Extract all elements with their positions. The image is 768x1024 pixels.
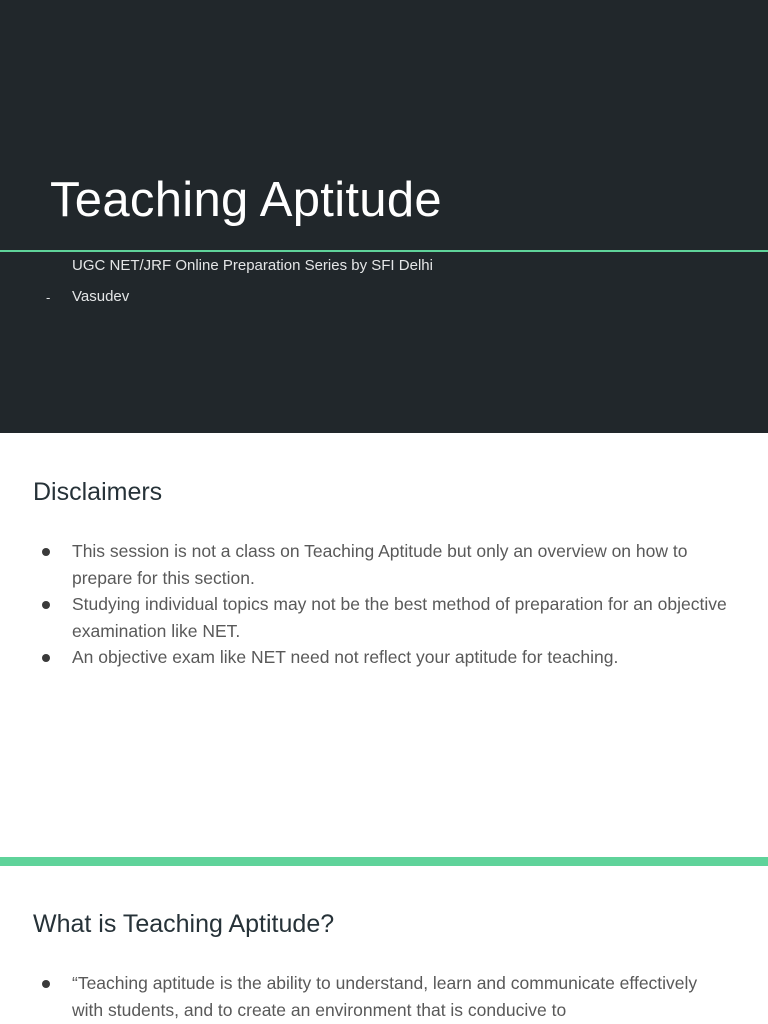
author-dash: -: [46, 290, 51, 305]
slide-separator: [0, 857, 768, 866]
bullet-dot-icon: [42, 601, 50, 609]
definition-heading: What is Teaching Aptitude?: [33, 910, 335, 938]
bullet-dot-icon: [42, 980, 50, 988]
disclaimers-slide: [0, 433, 768, 857]
list-item: [72, 970, 732, 1023]
definition-slide: [0, 866, 768, 1024]
list-item: [72, 644, 732, 671]
list-item: [72, 538, 732, 591]
list-item: [72, 591, 732, 644]
presentation-subtitle: UGC NET/JRF Online Preparation Series by SFI Delhi: [72, 257, 433, 274]
list-item-text: This session is not a class on Teaching Aptitude but only an overview on how to prepare for this section.: [72, 541, 688, 588]
title-slide: [0, 0, 768, 433]
list-item-text: An objective exam like NET need not reflect your aptitude for teaching.: [72, 647, 619, 667]
disclaimers-heading: Disclaimers: [33, 478, 163, 506]
bullet-dot-icon: [42, 548, 50, 556]
bullet-dot-icon: [42, 654, 50, 662]
disclaimers-list: [72, 538, 732, 671]
list-item-text: “Teaching aptitude is the ability to understand, learn and communicate effectively with students, and to create an environment that is conducive to: [72, 973, 698, 1020]
list-item-text: Studying individual topics may not be the best method of preparation for an objective examination like NET.: [72, 594, 727, 641]
presentation-author: Vasudev: [72, 288, 130, 305]
presentation-title: Teaching Aptitude: [50, 173, 442, 227]
definition-list: [72, 970, 732, 1023]
title-underline-rule: [0, 250, 768, 252]
